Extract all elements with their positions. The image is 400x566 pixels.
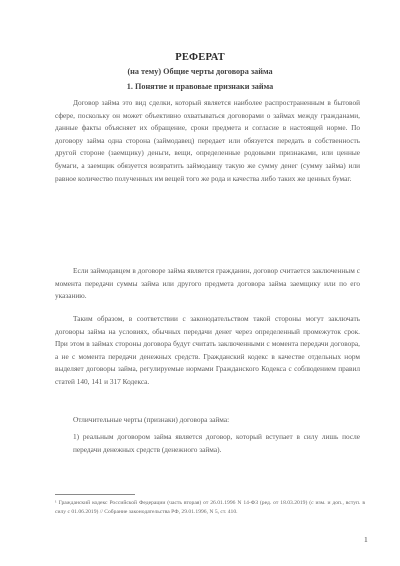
section-heading: 1. Понятие и правовые признаки займа — [126, 82, 274, 91]
paragraph-3 — [55, 313, 360, 389]
document-title: РЕФЕРАТ — [175, 52, 225, 63]
paragraph-text: Если займодавцем в договоре займа является гражданин, договор считается заключенным с момента передачи суммы займа или другого предмета договора займа заемщику или по его указанию. — [55, 266, 360, 301]
paragraph-1 — [55, 97, 360, 185]
paragraph-text: Таким образом, в соответствии с законодательством такой стороны могут заключать договоры займа на условиях, обычных передачи денег через определенный промежуток срок. При этом в займах стороны договора будут считать заключенными с момента передачи договора, а не с момента передачи денежных средств. Гражданский кодекс в качестве отдельных норм выделяет договоры займа, регулируемые нормами Гражданского Кодекса с соблюдением правил статей 140, 141 и 317 Кодекса. — [55, 314, 360, 386]
paragraph-5 — [55, 431, 360, 456]
page-number: 1 — [364, 535, 368, 544]
paragraph-4 — [55, 414, 360, 427]
paragraph-2 — [55, 265, 360, 303]
document-subtitle: (на тему) Общие черты договора займа — [127, 67, 273, 76]
paragraph-text: Отличительные черты (признаки) договора займа: — [73, 415, 230, 424]
footnote-divider — [55, 494, 135, 495]
footnote: ¹ Гражданский кодекс Российской Федерации (часть вторая) от 26.01.1996 N 14-ФЗ (ред. от 18.03.2019) (с изм. и доп., вступ. в силу с 01.06.2019) // Собрание законодательства РФ, 29.01.1996, N 5, ст. 410. — [55, 500, 365, 515]
paragraph-text: Договор займа это вид сделки, который является наиболее распространенным в бытовой сфере, поскольку он может объективно охватываться договорами о займах между гражданами, данные факты объясняет их обращение, сроки предмета и согласие в настоящей норме. По договору займа одна сторона (займодавец) передает или обязуется передать в собственность другой стороне (заемщику) деньги, вещи, определенные родовыми признаками, или ценные бумаги, а заемщик обязуется возвратить займодавцу такую же сумму денег (сумму займа) или равное количество полученных им вещей того же рода и качества либо таких же ценных бумаг. — [55, 98, 360, 183]
list-item: 1) реальным договором займа является договор, который вступает в силу лишь после передачи денежных средств (денежного займа). — [73, 432, 360, 454]
